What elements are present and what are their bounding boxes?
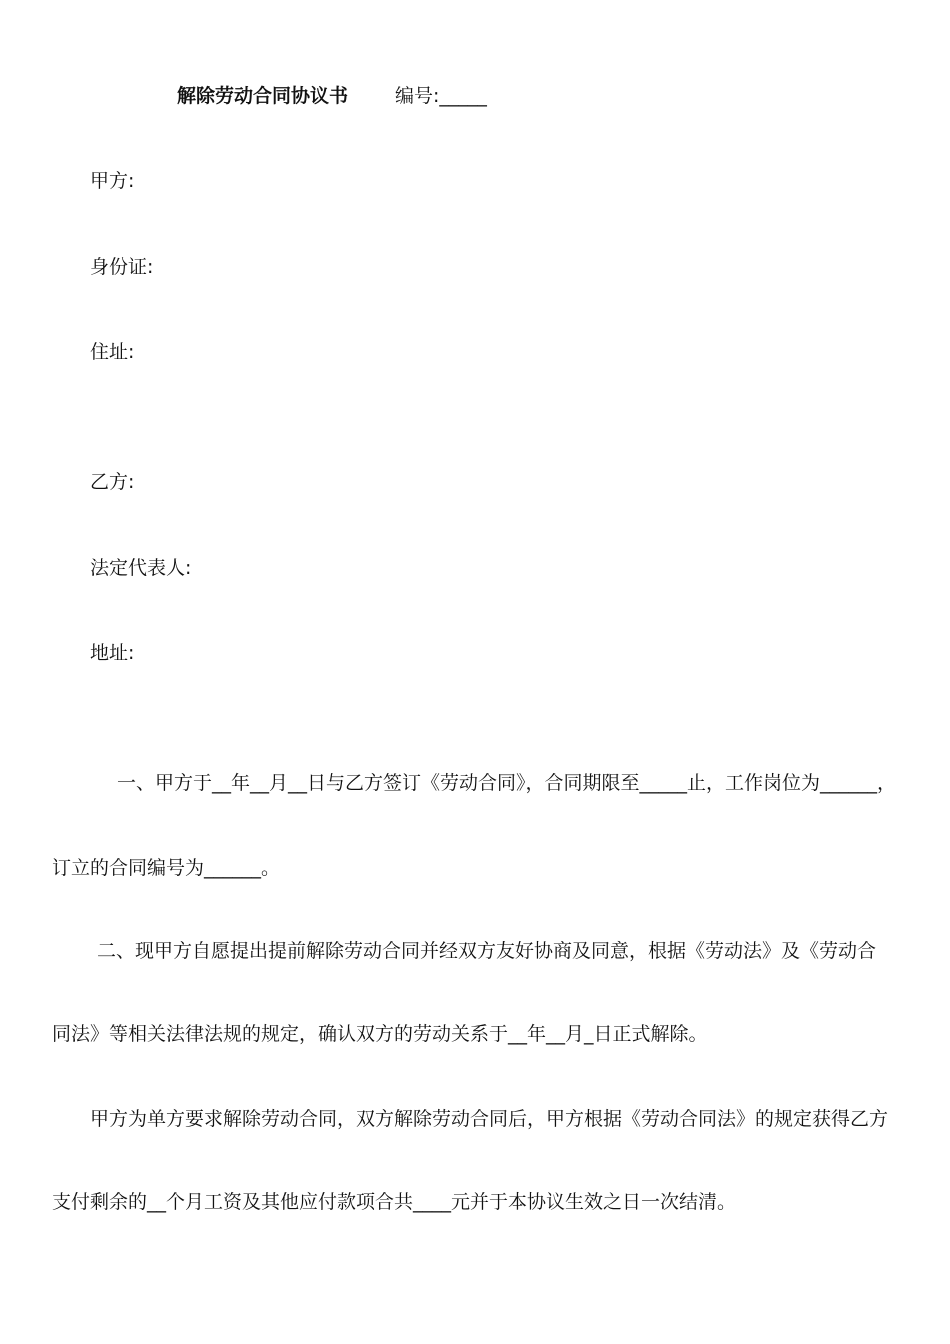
clause-1-line-1: 一、甲方于__年__月__日与乙方签订《劳动合同》，合同期限至_____止，工作岗位为______， bbox=[117, 772, 897, 794]
clause-2-line-1: 二、现甲方自愿提出提前解除劳动合同并经双方友好协商及同意，根据《劳动法》及《劳动合 bbox=[97, 940, 877, 962]
party-b-rep-label: 法定代表人: bbox=[90, 557, 192, 579]
party-a-label: 甲方: bbox=[90, 170, 135, 192]
party-b-address-label: 地址: bbox=[90, 642, 135, 664]
clause-1-line-2: 订立的合同编号为______。 bbox=[52, 857, 281, 879]
clause-2-line-2: 同法》等相关法律法规的规定，确认双方的劳动关系于__年__月_日正式解除。 bbox=[52, 1023, 708, 1045]
document-number: 编号:_____ bbox=[395, 85, 487, 107]
clause-3-line-2: 支付剩余的__个月工资及其他应付款项合共____元并于本协议生效之日一次结清。 bbox=[52, 1191, 737, 1213]
document-title: 解除劳动合同协议书 bbox=[177, 85, 349, 107]
party-a-id-label: 身份证: bbox=[90, 256, 154, 278]
party-b-label: 乙方: bbox=[90, 471, 135, 493]
party-a-address-label: 住址: bbox=[90, 341, 135, 363]
clause-3-line-1: 甲方为单方要求解除劳动合同，双方解除劳动合同后，甲方根据《劳动合同法》的规定获得乙方 bbox=[90, 1108, 889, 1130]
